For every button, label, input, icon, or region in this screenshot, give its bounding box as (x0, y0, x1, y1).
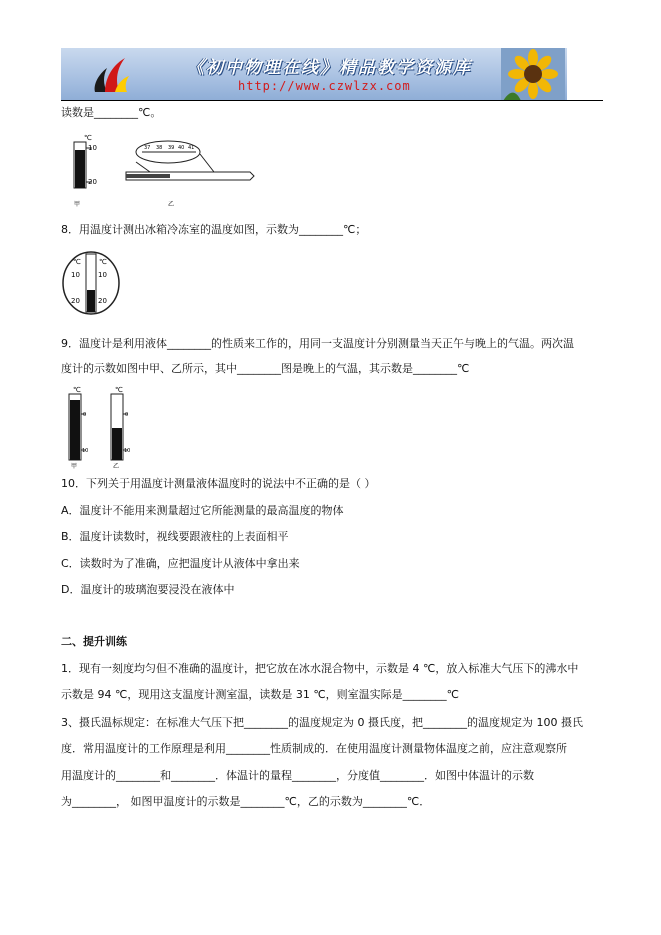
fig9-label-a: 甲 (71, 463, 78, 470)
fig8-unit-right: ℃ (99, 258, 107, 266)
fig9-a-tick-0: 0 (83, 412, 87, 418)
option-a: A．温度计不能用来测量超过它所能测量的最高温度的物体 (61, 504, 344, 517)
fig7-scale-40: 40 (178, 145, 185, 151)
fig7-tick-20: 20 (88, 178, 97, 186)
fig7-label-a: 甲 (74, 201, 81, 208)
problem-3-line-2: 度．常用温度计的工作原理是利用________性质制成的．在使用温度计测量物体温度之前，应注意观察所 (61, 742, 567, 755)
fig9-b-tick-10: 10 (124, 448, 131, 454)
question-8: 8．用温度计测出冰箱冷冻室的温度如图，示数为________℃； (61, 223, 367, 236)
fig8-unit-left: ℃ (73, 258, 81, 266)
sunflower-icon (501, 48, 565, 101)
fig9-label-b: 乙 (113, 463, 120, 470)
fig7-scale-38: 38 (156, 145, 163, 151)
fig8-tick-left-10: 10 (71, 271, 80, 279)
fig8-tick-left-20: 20 (71, 297, 80, 305)
question-9-line-1: 9．温度计是利用液体________的性质来工作的，用同一支温度计分别测量当天正午与晚上的气温。两次温 (61, 337, 574, 350)
fig7-scale-39: 39 (168, 145, 175, 151)
question-10: 10．下列关于用温度计测量液体温度时的说法中不正确的是（ ） (61, 477, 376, 490)
option-b: B．温度计读数时，视线要跟液柱的上表面相平 (61, 530, 289, 543)
fig9-unit-a: ℃ (73, 386, 81, 394)
problem-3-line-4: 为________， 如图甲温度计的示数是________℃，乙的示数为________℃． (61, 795, 431, 808)
problem-1-line-2: 示数是 94 ℃，现用这支温度计测室温，读数是 31 ℃，则室温实际是________℃ (61, 688, 460, 701)
problem-1-line-1: 1．现有一刻度均匀但不准确的温度计，把它放在冰水混合物中，示数是 4 ℃，放入标准大气压下的沸水中 (61, 662, 579, 675)
header-title: 《初中物理在线》精品教学资源库 (187, 58, 472, 78)
fig8-tick-right-10: 10 (98, 271, 107, 279)
fig9-a-tick-10: 10 (82, 448, 89, 454)
fig7-scale-37: 37 (144, 145, 151, 151)
header-banner (61, 48, 567, 101)
question-9-line-2: 度计的示数如图中甲、乙所示，其中________图是晚上的气温，其示数是________℃ (61, 362, 470, 375)
fig7-tick-10: 10 (88, 144, 97, 152)
fig7-unit: ℃ (84, 134, 92, 142)
problem-3-line-1: 3、摄氏温标规定：在标准大气压下把________的温度规定为 0 摄氏度，把________的温度规定为 100 摄氏 (61, 716, 583, 729)
figure-q7 (64, 128, 264, 210)
fig8-tick-right-20: 20 (98, 297, 107, 305)
figure-q8 (61, 250, 121, 316)
answer-line: 读数是________℃。 (61, 106, 162, 119)
header-rule (61, 100, 603, 101)
section-heading: 二、提升训练 (61, 635, 127, 648)
option-d: D．温度计的玻璃泡要浸没在液体中 (61, 583, 235, 596)
fig9-unit-b: ℃ (115, 386, 123, 394)
header-url: http://www.czwlzx.com (238, 79, 411, 93)
option-c: C．读数时为了准确，应把温度计从液体中拿出来 (61, 557, 300, 570)
problem-3-line-3: 用温度计的________和________．体温计的量程________，分度值________．如图中体温计的示数 (61, 769, 534, 782)
figure-q9 (61, 384, 141, 470)
fig9-b-tick-0: 0 (125, 412, 129, 418)
fig7-label-b: 乙 (168, 201, 175, 208)
fig7-scale-41: 41 (188, 145, 195, 151)
logo-icon (91, 54, 131, 96)
